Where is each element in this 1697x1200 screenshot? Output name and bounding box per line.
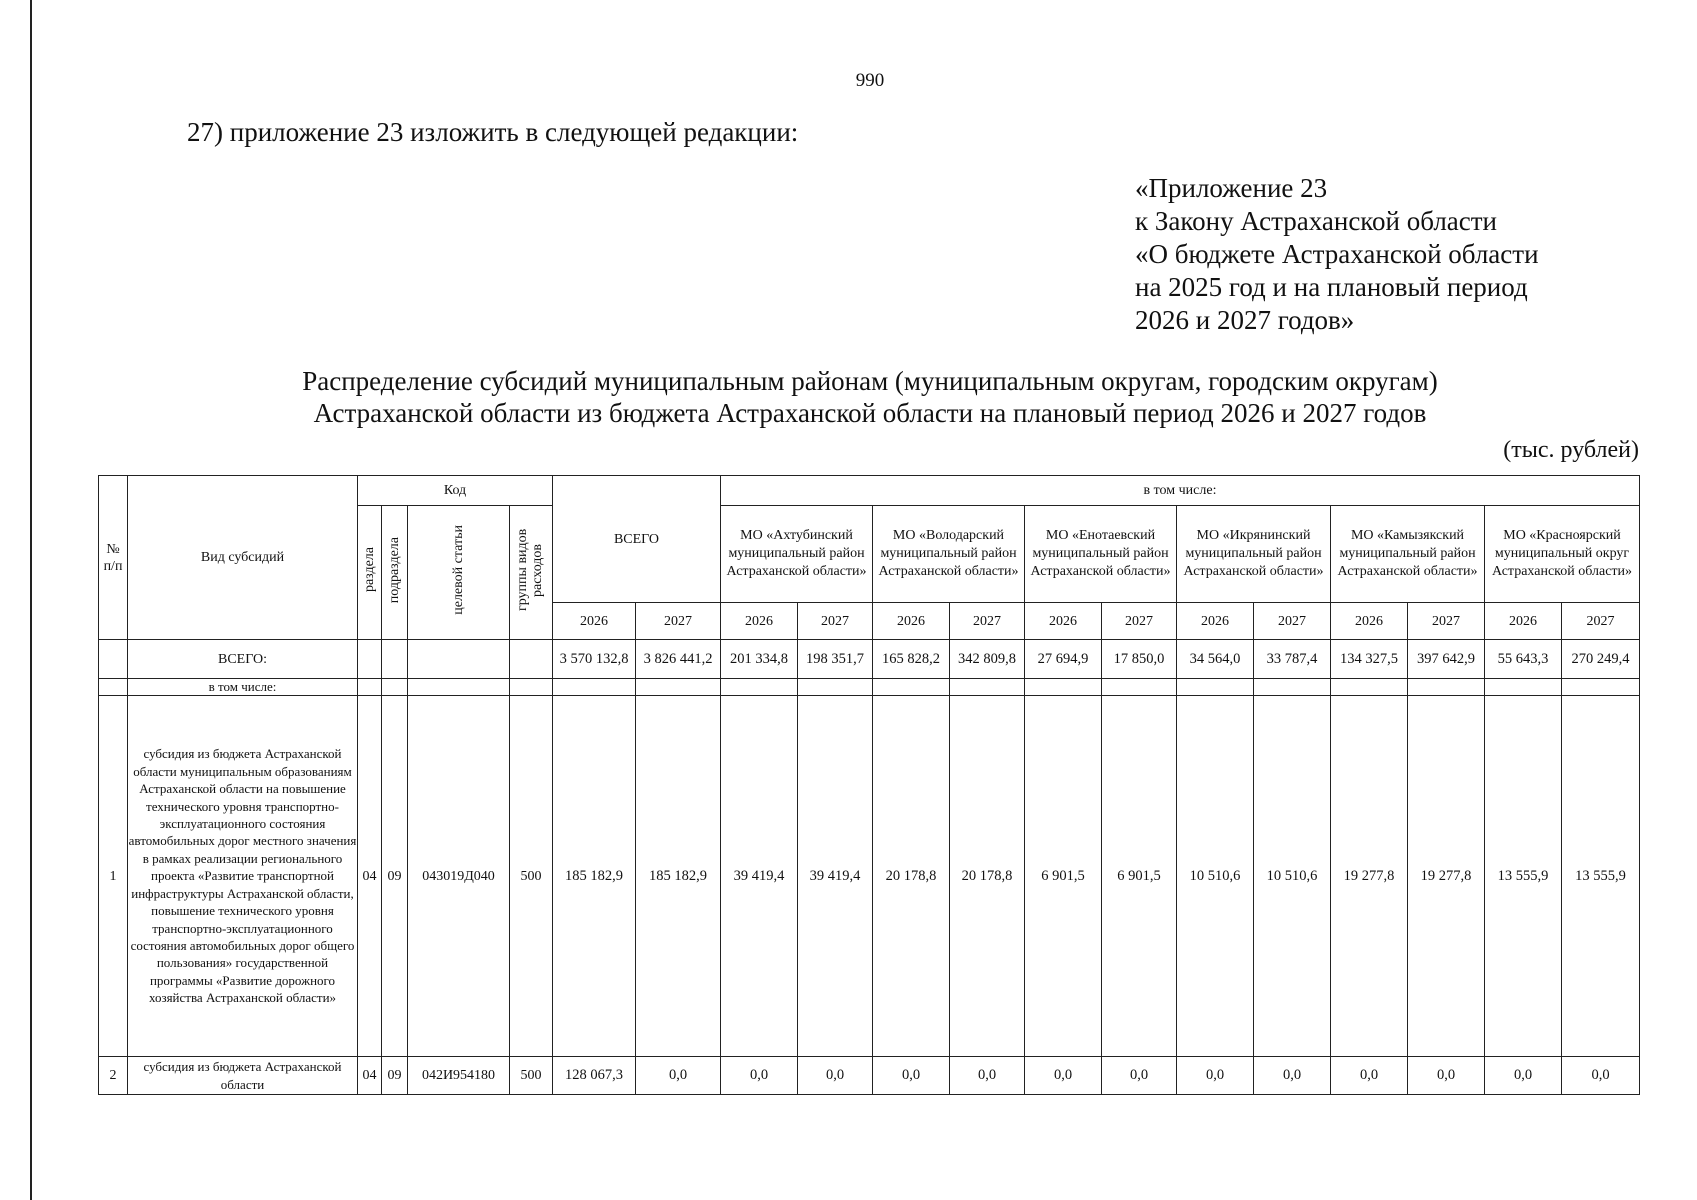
row-num: 1 [99,696,128,1057]
header-year: 2026 [1331,603,1408,640]
total-article-cell [408,640,510,679]
row-value: 0,0 [1562,1057,1640,1095]
header-year: 2026 [873,603,950,640]
row-razdel: 04 [358,1057,382,1095]
row-value: 6 901,5 [1102,696,1177,1057]
total-value: 134 327,5 [1331,640,1408,679]
row-value: 19 277,8 [1331,696,1408,1057]
including-label: в том числе: [128,679,358,696]
empty-cell [358,679,382,696]
empty-cell [1025,679,1102,696]
empty-cell [798,679,873,696]
row-value: 6 901,5 [1025,696,1102,1057]
table-row [99,1057,1640,1095]
row-description: субсидия из бюджета Астраханской области муниципальным образованиям Астраханской области на повышение технического уровня транспортно-эксплуатационного состояния автомобильных дорог местного значения в рамках реализации регионального проекта «Развитие транспортной инфраструктуры Астраханской области, повышение технического уровня транспортно-эксплуатационного состояния автомобильных дорог общего пользования» государственной программы «Развитие дорожного хозяйства Астраханской области» [128,696,358,1057]
row-value: 0,0 [1408,1057,1485,1095]
header-year: 2027 [950,603,1025,640]
header-num: № п/п [99,476,128,640]
header-year: 2027 [1408,603,1485,640]
header-razdel-text: раздела [362,547,377,593]
total-razdel-cell [358,640,382,679]
row-description: субсидия из бюджета Астраханской области [128,1057,358,1095]
header-municipality: МО «Красноярский муниципальный округ Астраханской области» [1485,506,1640,603]
row-value: 185 182,9 [553,696,636,1057]
row-value: 0,0 [873,1057,950,1095]
total-value: 397 642,9 [1408,640,1485,679]
empty-cell [636,679,721,696]
row-value: 20 178,8 [950,696,1025,1057]
total-value: 342 809,8 [950,640,1025,679]
empty-cell [510,679,553,696]
empty-cell [1562,679,1640,696]
row-value: 0,0 [636,1057,721,1095]
row-value: 0,0 [1177,1057,1254,1095]
header-razdel [358,506,382,640]
table-row [99,696,1640,1057]
row-podrazdel: 09 [382,696,408,1057]
header-year: 2027 [1102,603,1177,640]
header-year: 2026 [1177,603,1254,640]
row-value: 0,0 [721,1057,798,1095]
total-value: 198 351,7 [798,640,873,679]
total-value: 17 850,0 [1102,640,1177,679]
appendix-line: на 2025 год и на плановый период [1135,272,1528,302]
total-value: 3 826 441,2 [636,640,721,679]
total-value: 270 249,4 [1562,640,1640,679]
row-value: 0,0 [1254,1057,1331,1095]
total-label: ВСЕГО: [128,640,358,679]
total-value: 165 828,2 [873,640,950,679]
row-article: 042И954180 [408,1057,510,1095]
header-year: 2027 [798,603,873,640]
document-title [180,365,1560,429]
header-including: в том числе: [721,476,1640,506]
page-number: 990 [855,70,885,91]
row-value: 10 510,6 [1177,696,1254,1057]
total-group-cell [510,640,553,679]
empty-cell [408,679,510,696]
header-podrazdel [382,506,408,640]
total-podrazdel-cell [382,640,408,679]
row-group: 500 [510,696,553,1057]
subsidies-table [98,475,1640,1095]
row-value: 0,0 [950,1057,1025,1095]
empty-cell [1102,679,1177,696]
row-value: 10 510,6 [1254,696,1331,1057]
empty-cell [382,679,408,696]
empty-cell [99,679,128,696]
header-groups-text: группы видов расходов [515,528,545,612]
title-line: Распределение субсидий муниципальным районам (муниципальным округам, городским округам) [302,366,1438,396]
row-value: 0,0 [798,1057,873,1095]
row-value: 39 419,4 [721,696,798,1057]
empty-cell [553,679,636,696]
empty-cell [1331,679,1408,696]
units-label: (тыс. рублей) [1503,437,1639,463]
header-year: 2026 [553,603,636,640]
appendix-header [1135,172,1539,337]
empty-cell [950,679,1025,696]
row-value: 39 419,4 [798,696,873,1057]
header-total: ВСЕГО [553,476,721,603]
appendix-line: к Закону Астраханской области [1135,206,1498,236]
row-num: 2 [99,1057,128,1095]
total-value: 3 570 132,8 [553,640,636,679]
empty-cell [721,679,798,696]
header-municipality: МО «Камызякский муниципальный район Астраханской области» [1331,506,1485,603]
row-value: 13 555,9 [1485,696,1562,1057]
title-line: Астраханской области из бюджета Астраханской области на плановый период 2026 и 2027 годов [313,398,1427,428]
row-value: 13 555,9 [1562,696,1640,1057]
row-value: 128 067,3 [553,1057,636,1095]
total-value: 201 334,8 [721,640,798,679]
header-year: 2027 [1562,603,1640,640]
row-value: 0,0 [1025,1057,1102,1095]
empty-cell [873,679,950,696]
header-code: Код [358,476,553,506]
total-value: 27 694,9 [1025,640,1102,679]
header-municipality: МО «Ахтубинский муниципальный район Астраханской области» [721,506,873,603]
total-value: 34 564,0 [1177,640,1254,679]
header-year: 2026 [721,603,798,640]
header-groups [510,506,553,640]
row-group: 500 [510,1057,553,1095]
table-row-total [99,640,1640,679]
amendment-intro: 27) приложение 23 изложить в следующей редакции: [187,117,799,147]
header-year: 2027 [636,603,721,640]
header-podrazdel-text: подраздела [387,536,402,604]
total-value: 33 787,4 [1254,640,1331,679]
empty-cell [1408,679,1485,696]
row-value: 0,0 [1102,1057,1177,1095]
row-value: 0,0 [1331,1057,1408,1095]
row-podrazdel: 09 [382,1057,408,1095]
header-subsidy-type: Вид субсидий [128,476,358,640]
header-municipality: МО «Енотаевский муниципальный район Астраханской области» [1025,506,1177,603]
header-article [408,506,510,640]
empty-cell [1254,679,1331,696]
row-value: 185 182,9 [636,696,721,1057]
table-row-including [99,679,1640,696]
header-municipality: МО «Икрянинский муниципальный район Астраханской области» [1177,506,1331,603]
total-num-cell [99,640,128,679]
empty-cell [1177,679,1254,696]
row-article: 043019Д040 [408,696,510,1057]
header-year: 2027 [1254,603,1331,640]
empty-cell [1485,679,1562,696]
appendix-line: 2026 и 2027 годов» [1135,305,1355,335]
header-article-text: целевой статьи [451,525,466,615]
header-year: 2026 [1485,603,1562,640]
header-municipality: МО «Володарский муниципальный район Астраханской области» [873,506,1025,603]
appendix-line: «О бюджете Астраханской области [1135,239,1539,269]
total-value: 55 643,3 [1485,640,1562,679]
header-year: 2026 [1025,603,1102,640]
appendix-line: «Приложение 23 [1135,173,1328,203]
row-razdel: 04 [358,696,382,1057]
row-value: 0,0 [1485,1057,1562,1095]
row-value: 20 178,8 [873,696,950,1057]
row-value: 19 277,8 [1408,696,1485,1057]
left-margin-line [30,0,32,1200]
